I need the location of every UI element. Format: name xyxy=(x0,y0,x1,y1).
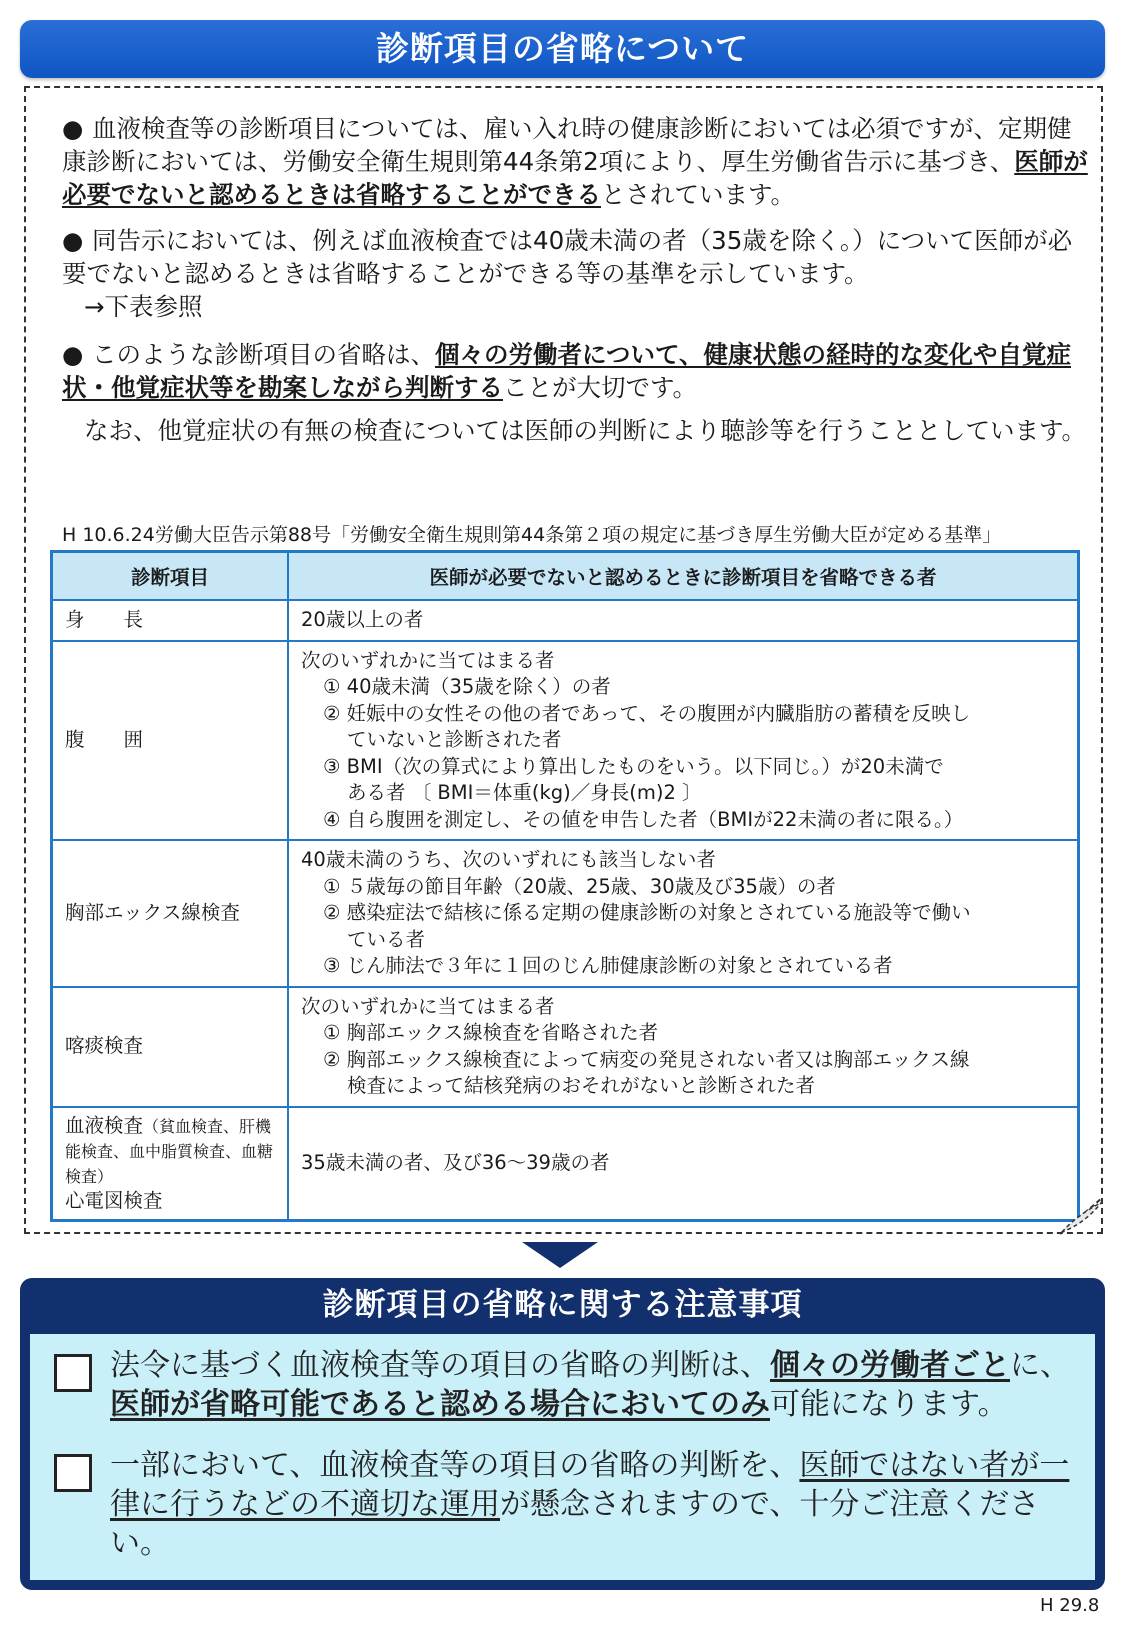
checkbox-icon xyxy=(54,1454,92,1492)
criteria-line: ① ５歳毎の節目年齢（20歳、25歳、30歳及び35歳）の者 xyxy=(323,874,836,898)
bullet-1-emphasis: 医師が必要でないと認めるときは省略することができる xyxy=(62,147,1088,209)
bullet-2-text: 同告示においては、例えば血液検査では40歳未満の者（35歳を除く。）について医師が必要でないと認めるときは省略することができる等の基準を示しています。 xyxy=(62,226,1073,288)
checkbox-icon xyxy=(54,1354,92,1392)
down-arrow-icon xyxy=(522,1242,598,1268)
bullet-1 xyxy=(62,112,1092,211)
table-cell-item: 腹 囲 xyxy=(52,641,289,841)
criteria-line: ある者 〔 BMI＝体重(kg)／身長(m)2 〕 xyxy=(347,781,702,804)
bullet-3-text-a: このような診断項目の省略は、 xyxy=(92,340,435,369)
table-cell-criteria xyxy=(288,641,1079,841)
criteria-line: 20歳以上の者 xyxy=(301,608,424,631)
notice-1-emphasis-b: 医師が省略可能であると認める場合においてのみ xyxy=(110,1387,770,1422)
table-cell-item xyxy=(52,1107,289,1221)
bullet-dot-icon: ● xyxy=(62,114,84,143)
page-title: 診断項目の省略について xyxy=(20,20,1105,78)
notice-item-2 xyxy=(110,1446,1080,1563)
bullet-3 xyxy=(62,338,1092,447)
table-row xyxy=(52,840,1079,987)
table-row xyxy=(52,987,1079,1107)
criteria-line: ていないと診断された者 xyxy=(347,728,562,751)
criteria-line: 40歳未満のうち、次のいずれにも該当しない者 xyxy=(301,848,716,871)
notice-1-text-c: 可能になります。 xyxy=(770,1387,1008,1422)
criteria-line: 35歳未満の者、及び36～39歳の者 xyxy=(301,1150,610,1174)
criteria-line: 次のいずれかに当てはまる者 xyxy=(301,648,555,672)
notice-1-text-a: 法令に基づく血液検査等の項目の省略の判断は、 xyxy=(110,1348,770,1383)
notice-2-text-b: が懸念されますので、十分ご注意ください。 xyxy=(110,1487,1040,1561)
page-curl-icon xyxy=(1056,1196,1106,1236)
bullet-dot-icon: ● xyxy=(62,226,84,255)
criteria-line: ② 感染症法で結核に係る定期の健康診断の対象とされている施設等で働い xyxy=(323,901,971,924)
table-cell-item: 喀痰検査 xyxy=(52,987,289,1107)
table-cell-criteria xyxy=(288,987,1079,1107)
table-row xyxy=(52,600,1079,641)
notice-2-underline: 医師ではない者が一律に行うなどの不適切な運用 xyxy=(110,1448,1070,1522)
table-row xyxy=(52,641,1079,841)
table-header: 診断項目 xyxy=(52,552,289,601)
criteria-line: ① 胸部エックス線検査を省略された者 xyxy=(323,1021,659,1044)
notice-item-1 xyxy=(110,1346,1080,1424)
item-name-2: 心電図検査 xyxy=(65,1188,163,1212)
notice-1-emphasis-a: 個々の労働者ごと xyxy=(770,1348,1010,1383)
table-row xyxy=(52,1107,1079,1221)
bullet-2 xyxy=(62,224,1092,323)
table-cell-item: 胸部エックス線検査 xyxy=(52,840,289,987)
table-cell-criteria xyxy=(288,840,1079,987)
notice-1-text-b: に、 xyxy=(1010,1348,1070,1383)
item-subnote: （貧血検査、肝機能検査、血中脂質検査、血糖検査） xyxy=(65,1116,274,1186)
criteria-line: ③ BMI（次の算式により算出したものをいう。以下同じ。）が20未満で xyxy=(323,754,944,778)
bullet-3-text-b: ことが大切です。 xyxy=(503,373,698,402)
criteria-line: ② 妊娠中の女性その他の者であって、その腹囲が内臓脂肪の蓄積を反映し xyxy=(323,701,971,725)
table-reference-note: →下表参照 xyxy=(84,292,203,321)
criteria-line: ② 胸部エックス線検査によって病変の発見されない者又は胸部エックス線 xyxy=(323,1047,970,1071)
criteria-line: 次のいずれかに当てはまる者 xyxy=(301,994,555,1018)
notice-box xyxy=(20,1278,1105,1590)
bullet-1-text-b: とされています。 xyxy=(601,180,796,209)
table-cell-criteria xyxy=(288,600,1079,641)
criteria-line: 検査によって結核発病のおそれがないと診断された者 xyxy=(347,1074,816,1097)
criteria-line: ① 40歳未満（35歳を除く）の者 xyxy=(323,675,611,698)
table-header-row xyxy=(52,552,1079,601)
table-caption: H 10.6.24労働大臣告示第88号「労働安全衛生規則第44条第２項の規定に基づき厚生労働大臣が定める基準」 xyxy=(62,524,1002,546)
item-name: 血液検査 xyxy=(65,1113,144,1137)
bullet-3-extra: なお、他覚症状の有無の検査については医師の判断により聴診等を行うこととしています。 xyxy=(84,416,1087,445)
criteria-line: ③ じん肺法で３年に１回のじん肺健康診断の対象とされている者 xyxy=(323,954,893,977)
bullet-3-emphasis: 個々の労働者について、健康状態の経時的な変化や自覚症状・他覚症状等を勘案しながら判断する xyxy=(62,340,1072,402)
notice-body xyxy=(30,1334,1095,1580)
bullet-dot-icon: ● xyxy=(62,340,84,369)
criteria-table xyxy=(50,550,1080,1222)
notice-2-text-a: 一部において、血液検査等の項目の省略の判断を、 xyxy=(110,1448,800,1483)
criteria-line: ④ 自ら腹囲を測定し、その値を申告した者（BMIが22未満の者に限る。） xyxy=(323,807,964,831)
table-header: 医師が必要でないと認めるときに診断項目を省略できる者 xyxy=(288,552,1079,601)
footer-date: H 29.8 xyxy=(1040,1595,1100,1616)
bullet-1-text-a: 血液検査等の診断項目については、雇い入れ時の健康診断においては必須ですが、定期健康診断においては、労働安全衛生規則第44条第2項により、厚生労働省告示に基づき、 xyxy=(62,114,1072,176)
criteria-line: ている者 xyxy=(347,927,426,951)
table-cell-item: 身 長 xyxy=(52,600,289,641)
table-cell-criteria xyxy=(288,1107,1079,1221)
notice-title: 診断項目の省略に関する注意事項 xyxy=(322,1287,803,1323)
